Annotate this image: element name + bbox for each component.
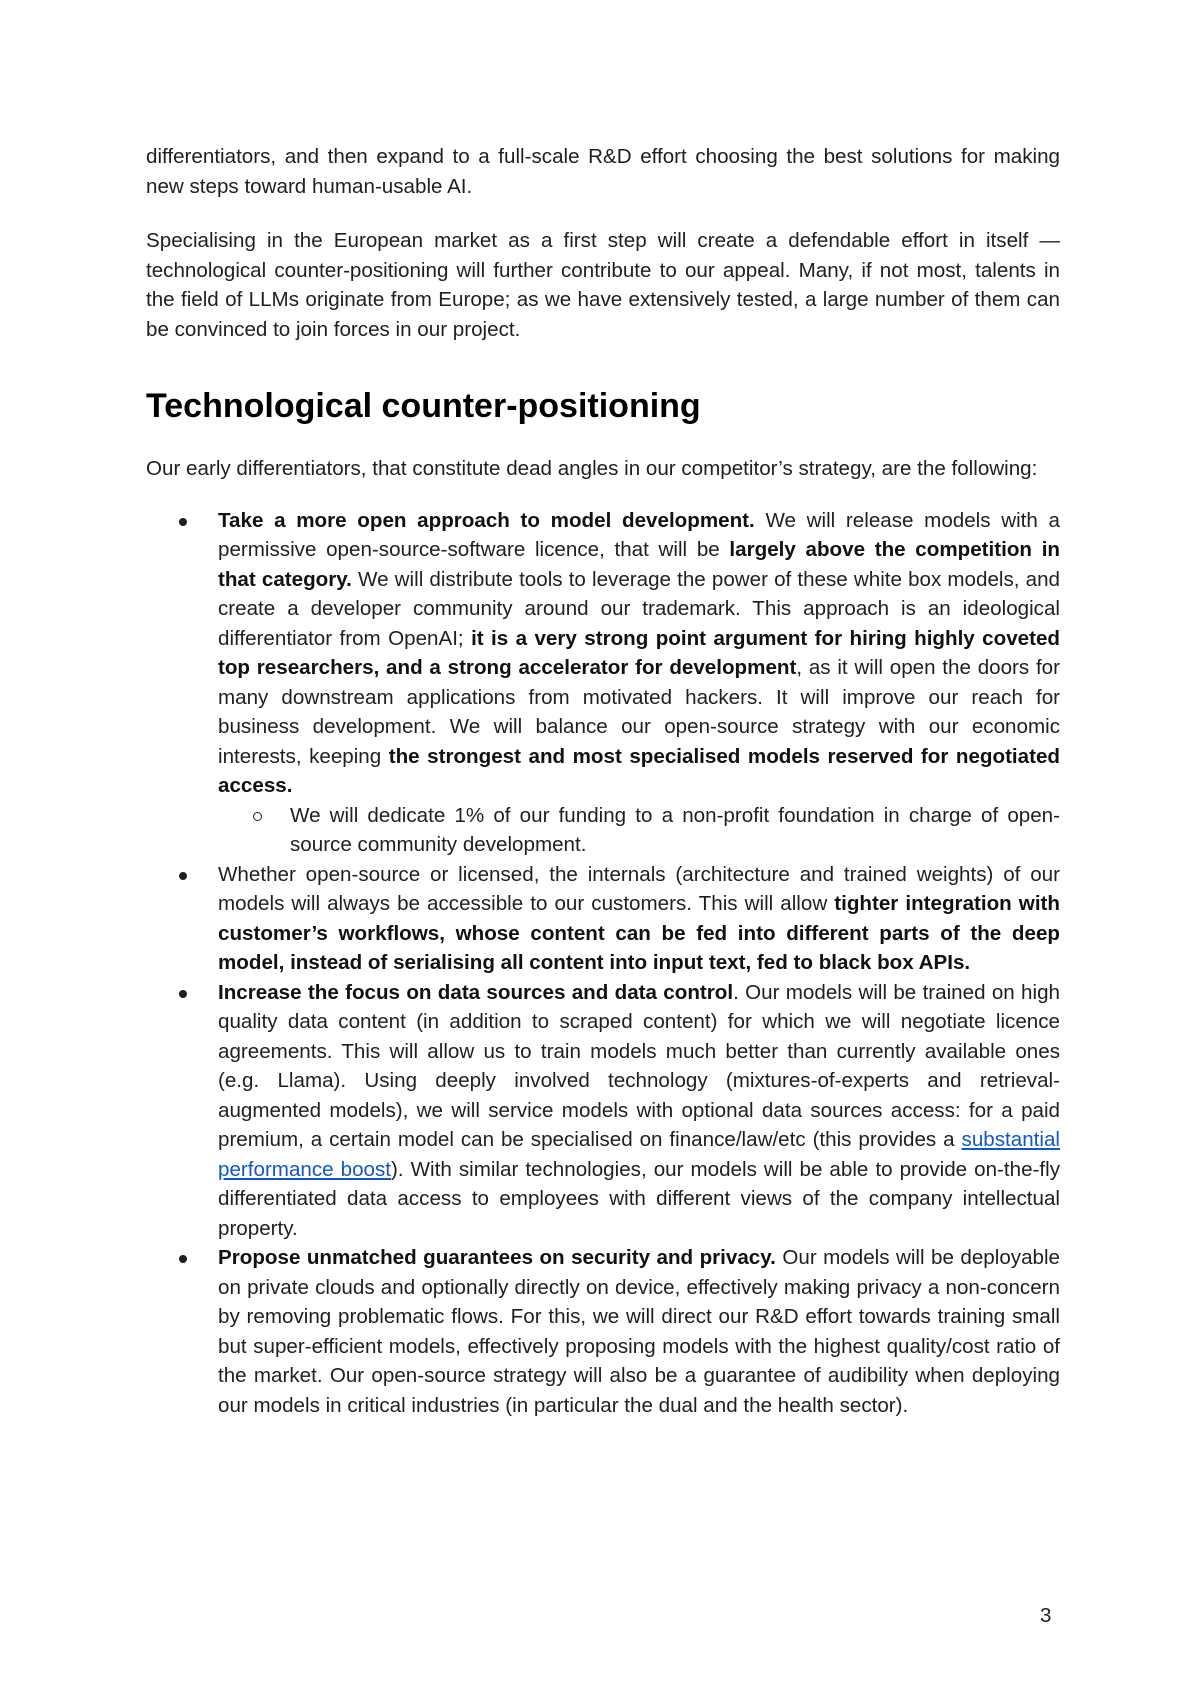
list-item-data-sources [218, 978, 1060, 1244]
sub-list-item-foundation [290, 801, 1060, 860]
sub-list [218, 801, 1060, 860]
bold-text: it is a very strong point argument for hiring highly coveted top researchers, and a strong accelerator for development [218, 626, 1060, 679]
list-item-security-privacy [218, 1243, 1060, 1420]
bold-text: the strongest and most specialised models reserved for negotiated access. [218, 744, 1060, 797]
body-text: Whether open-source or licensed, the internals (architecture and trained weights) of our models will always be accessible to our customers. This will allow [218, 862, 1060, 915]
section-heading: Technological counter-positioning [146, 387, 701, 425]
bullet-dot-icon [179, 1255, 187, 1263]
body-text: Our models will be deployable on private clouds and optionally directly on device, effectively making privacy a non-concern by removing problematic flows. For this, we will direct our R&D effort towards training small but super-efficient models, effectively proposing models with the highest quality/cost ratio of the market. Our open-source strategy will also be a guarantee of audibility when deploying our models in critical industries (in particular the dual and the health sector). [218, 1246, 1060, 1417]
body-text: ). With similar technologies, our models will be able to provide on-the-fly differentiated data access to employees with different views of the company intellectual property. [218, 1157, 1060, 1240]
bold-text: tighter integration with customer’s workflows, whose content can be fed into different parts of the deep model, instead of serialising all content into input text, fed to black box APIs. [218, 892, 1060, 974]
paragraph-european-market: Specialising in the European market as a first step will create a defendable effort in itself — technological counter-positioning will further contribute to our appeal. Many, if not most, talents in the field of LLMs originate from Europe; as we have extensively tested, a large number of them can be convinced to join forces in our project. [146, 229, 1060, 341]
document-page [146, 142, 1060, 1420]
body-text: . Our models will be trained on high quality data content (in addition to scraped content) for which we will negotiate licence agreements. This will allow us to train models much better than currently available ones (e.g. Llama). Using deeply involved technology (mixtures-of-experts and retrieval-augmented models), we will service models with optional data sources access: for a paid premium, a certain model can be specialised on finance/law/etc (this provides a [218, 980, 1060, 1151]
body-text: , as it will open the doors for many downstream applications from motivated hackers. It will improve our reach for business development. We will balance our open-source strategy with our economic interests, keeping [218, 656, 1060, 768]
paragraph-differentiators-continuation: differentiators, and then expand to a full-scale R&D effort choosing the best solutions for making new steps toward human-usable AI. [146, 145, 1060, 198]
bold-text: Increase the focus on data sources and data control [218, 980, 734, 1004]
bullet-dot-icon [179, 990, 187, 998]
performance-boost-link[interactable]: substantial performance boost [218, 1128, 1060, 1181]
hollow-bullet-icon [253, 812, 262, 821]
body-text: We will dedicate 1% of our funding to a non-profit foundation in charge of open-source community development. [290, 803, 1060, 856]
differentiators-list [146, 506, 1060, 1421]
body-text: We will distribute tools to leverage the power of these white box models, and create a developer community around our trademark. This approach is an ideological differentiator from OpenAI; [218, 567, 1060, 650]
page-number: 3 [1040, 1604, 1052, 1627]
bold-text: Take a more open approach to model development. [218, 508, 755, 532]
body-text: We will release models with a permissive open-source-software licence, that will be [218, 508, 1060, 561]
bold-text: Propose unmatched guarantees on security and privacy. [218, 1246, 776, 1269]
bullet-dot-icon [179, 518, 187, 526]
bullet-dot-icon [179, 872, 187, 880]
section-intro: Our early differentiators, that constitute dead angles in our competitor’s strategy, are the following: [146, 457, 1038, 480]
list-item-model-internals [218, 860, 1060, 978]
bold-text: largely above the competition in that category. [218, 538, 1060, 591]
list-item-open-approach [218, 506, 1060, 860]
